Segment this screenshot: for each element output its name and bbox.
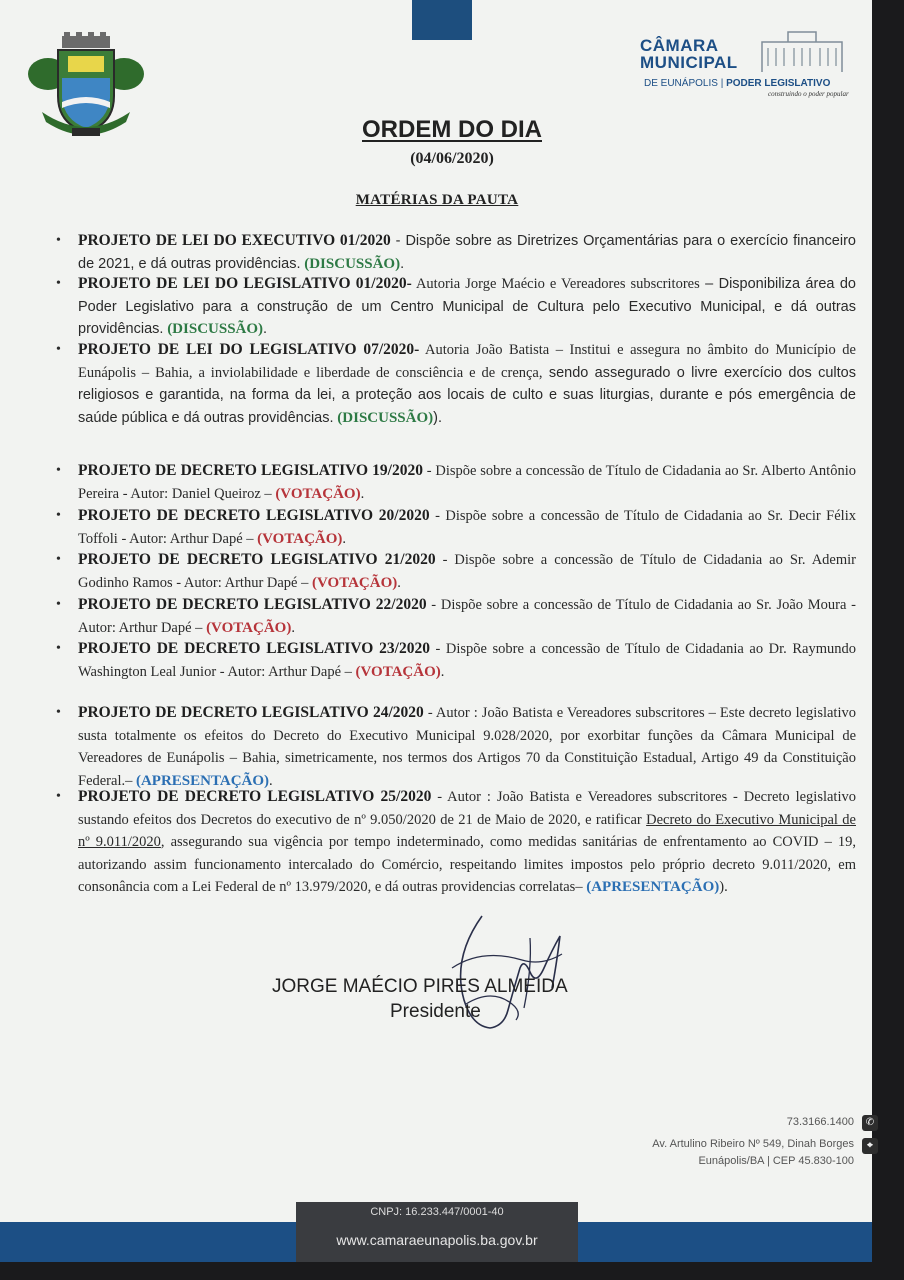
item-body: sendo assegurado o livre exercício dos cultos religiosos e garantida, na forma da lei, a proteção aos locais de culto e suas liturgias, durante e pós emergência de saúde pública e dá outras providências.	[78, 364, 856, 426]
bullet-icon: •	[56, 705, 61, 720]
item-body: - Dispõe sobre a concessão de Título de Cidadania ao Sr. Ademir Godinho Ramos	[78, 552, 856, 591]
agenda-item	[56, 594, 856, 639]
status-tag: (DISCUSSÃO)	[337, 409, 434, 426]
item-body: – Disponibiliza área do Poder Legislativo para a construção de um Centro Municipal de Cultura pelo Executivo Municipal, e dá outras providências.	[78, 276, 856, 338]
footer-cnpj: CNPJ: 16.233.447/0001-40	[370, 1206, 504, 1218]
status-tag: (APRESENTAÇÃO)	[586, 879, 720, 896]
footer-website: www.camaraeunapolis.ba.gov.br	[336, 1232, 538, 1248]
agenda-item	[56, 549, 856, 594]
item-tail: .	[342, 530, 347, 547]
item-body-continued: , assegurando sua vigência por tempo indeterminado, como medidas sanitárias de enfrentamento ao COVID – 19, autorizando assim funcionamento intercalado do Comércio, respeitando limites impostos pelo próprio decreto 9.011/2020, em consonância com a Lei Federal de nº 13.979/2020, e dá outras providencias correlatas–	[78, 834, 856, 896]
bullet-icon: •	[56, 276, 61, 291]
agenda-item	[56, 460, 856, 505]
bullet-icon: •	[56, 463, 61, 478]
status-tag: (VOTAÇÃO)	[206, 619, 292, 636]
item-author: Autoria João Batista – Institui e assegura no âmbito do Município de Eunápolis – Bahia, a inviolabilidade e liberdade de consciência e de crença,	[78, 342, 856, 381]
bullet-icon: •	[56, 641, 61, 656]
item-body: - Dispõe sobre a concessão de Título de Cidadania ao Sr. Decir Félix Toffoli	[78, 508, 856, 547]
item-body: - Autor : João Batista e Vereadores subscritores – Este decreto legislativo susta totalmente os efeitos do Decreto do Executivo Municipal 9.028/2020, por exorbitar funções da Câmara Municipal de Vereadores de Eunápolis – Bahia, simetricamente, nos termos dos Artigos 70 da Constituição Estadual, Artigo 49 da Constituição Federal.–	[78, 705, 856, 789]
item-heading: PROJETO DE DECRETO LEGISLATIVO 21/2020	[78, 551, 436, 568]
item-heading: PROJETO DE DECRETO LEGISLATIVO 24/2020	[78, 704, 424, 721]
status-tag: (VOTAÇÃO)	[275, 485, 361, 502]
item-heading: PROJETO DE DECRETO LEGISLATIVO 20/2020	[78, 507, 430, 524]
bullet-icon: •	[56, 342, 61, 357]
status-tag: (VOTAÇÃO)	[355, 663, 441, 680]
item-heading: PROJETO DE LEI DO LEGISLATIVO 07/2020-	[78, 341, 420, 358]
camara-logo-line2: MUNICIPAL	[640, 53, 738, 72]
bullet-icon: •	[56, 552, 61, 567]
camara-power: PODER LEGISLATIVO	[726, 78, 831, 89]
section-subtitle-text: MATÉRIAS DA PAUTA	[355, 192, 519, 208]
item-author: - Autor: Arthur Dapé –	[172, 574, 312, 591]
item-body: - Dispõe sobre a concessão de Título de Cidadania ao Sr. João Moura	[426, 597, 847, 613]
contact-city: Eunápolis/BA | CEP 45.830-100	[698, 1155, 854, 1167]
item-tail: ).	[433, 409, 442, 426]
building-icon	[758, 28, 846, 74]
camara-city: DE EUNÁPOLIS |	[644, 78, 724, 89]
item-heading: PROJETO DE LEI DO LEGISLATIVO 01/2020-	[78, 275, 412, 292]
page-title-text: ORDEM DO DIA	[362, 116, 542, 143]
item-heading: PROJETO DE DECRETO LEGISLATIVO 25/2020	[78, 788, 432, 805]
background-edge-bottom	[0, 1262, 904, 1280]
camara-logo-line1: CÂMARA	[640, 36, 719, 55]
page-title	[0, 116, 904, 144]
phone-icon: ✆	[862, 1115, 878, 1131]
contact-address: Av. Artulino Ribeiro Nº 549, Dinah Borges	[652, 1138, 854, 1150]
agenda-item	[56, 638, 856, 683]
item-body: - Dispõe sobre a concessão de Título de Cidadania ao Sr. Alberto Antônio Pereira	[78, 463, 856, 502]
item-body: - Dispõe sobre as Diretrizes Orçamentárias para o exercício financeiro de 2021, e dá outras providências.	[78, 233, 856, 272]
bullet-icon: •	[56, 508, 61, 523]
item-heading: PROJETO DE DECRETO LEGISLATIVO 19/2020	[78, 462, 423, 479]
item-tail: .	[360, 485, 365, 502]
agenda-item	[56, 339, 856, 429]
item-author: Autoria Jorge Maécio e Vereadores subscritores	[411, 276, 700, 292]
agenda-item	[56, 786, 856, 899]
status-tag: (DISCUSSÃO)	[304, 255, 401, 272]
contact-phone: 73.3166.1400	[786, 1116, 854, 1128]
bullet-icon: •	[56, 789, 61, 804]
status-tag: (VOTAÇÃO)	[257, 530, 343, 547]
item-body: - Autor : João Batista e Vereadores subscritores - Decreto legislativo sustando efeitos dos Decretos do executivo de nº 9.050/2020 de 21 de Maio de 2020, e ratificar	[78, 789, 856, 828]
camara-municipal-logo	[640, 28, 848, 104]
item-tail: .	[440, 663, 445, 680]
item-tail: .	[397, 574, 401, 591]
item-heading: PROJETO DE DECRETO LEGISLATIVO 23/2020	[78, 640, 430, 657]
item-tail: .	[269, 772, 273, 789]
item-author: - Autor: Arthur Dapé –	[78, 597, 856, 636]
item-tail: .	[263, 321, 268, 338]
signatory-role: Presidente	[390, 1001, 481, 1022]
session-date: (04/06/2020)	[410, 150, 494, 167]
status-tag: (VOTAÇÃO)	[312, 574, 398, 591]
decree-reference: Decreto do Executivo Municipal de nº 9.011/2020	[78, 811, 856, 851]
camara-logo-line3	[644, 78, 830, 89]
background-edge	[872, 0, 904, 1280]
top-accent-bar	[412, 0, 472, 40]
item-author: - Autor: Arthur Dapé –	[216, 663, 356, 680]
status-tag: (DISCUSSÃO)	[167, 321, 264, 338]
bullet-icon: •	[56, 597, 61, 612]
item-heading: PROJETO DE LEI DO EXECUTIVO 01/2020	[78, 232, 391, 249]
item-body: - Dispõe sobre a concessão de Título de Cidadania ao Dr. Raymundo Washington Leal Junior	[78, 641, 856, 680]
item-tail: .	[291, 619, 295, 636]
item-tail: .	[400, 255, 405, 272]
signatory-name: JORGE MAÉCIO PIRES ALMEIDA	[272, 976, 568, 997]
section-subtitle	[0, 192, 874, 209]
agenda-item	[56, 230, 856, 275]
location-pin-icon: ⌖	[862, 1138, 878, 1154]
item-tail: ).	[719, 879, 728, 896]
bullet-icon: •	[56, 233, 61, 248]
camara-slogan: construindo o poder popular	[768, 90, 849, 98]
item-author: - Autor: Arthur Dapé –	[117, 530, 258, 547]
item-heading: PROJETO DE DECRETO LEGISLATIVO 22/2020	[78, 596, 427, 613]
agenda-item	[56, 273, 856, 341]
status-tag: (APRESENTAÇÃO)	[135, 772, 270, 789]
item-author: - Autor: Daniel Queiroz –	[119, 485, 276, 502]
agenda-item	[56, 505, 856, 550]
agenda-item	[56, 702, 856, 792]
